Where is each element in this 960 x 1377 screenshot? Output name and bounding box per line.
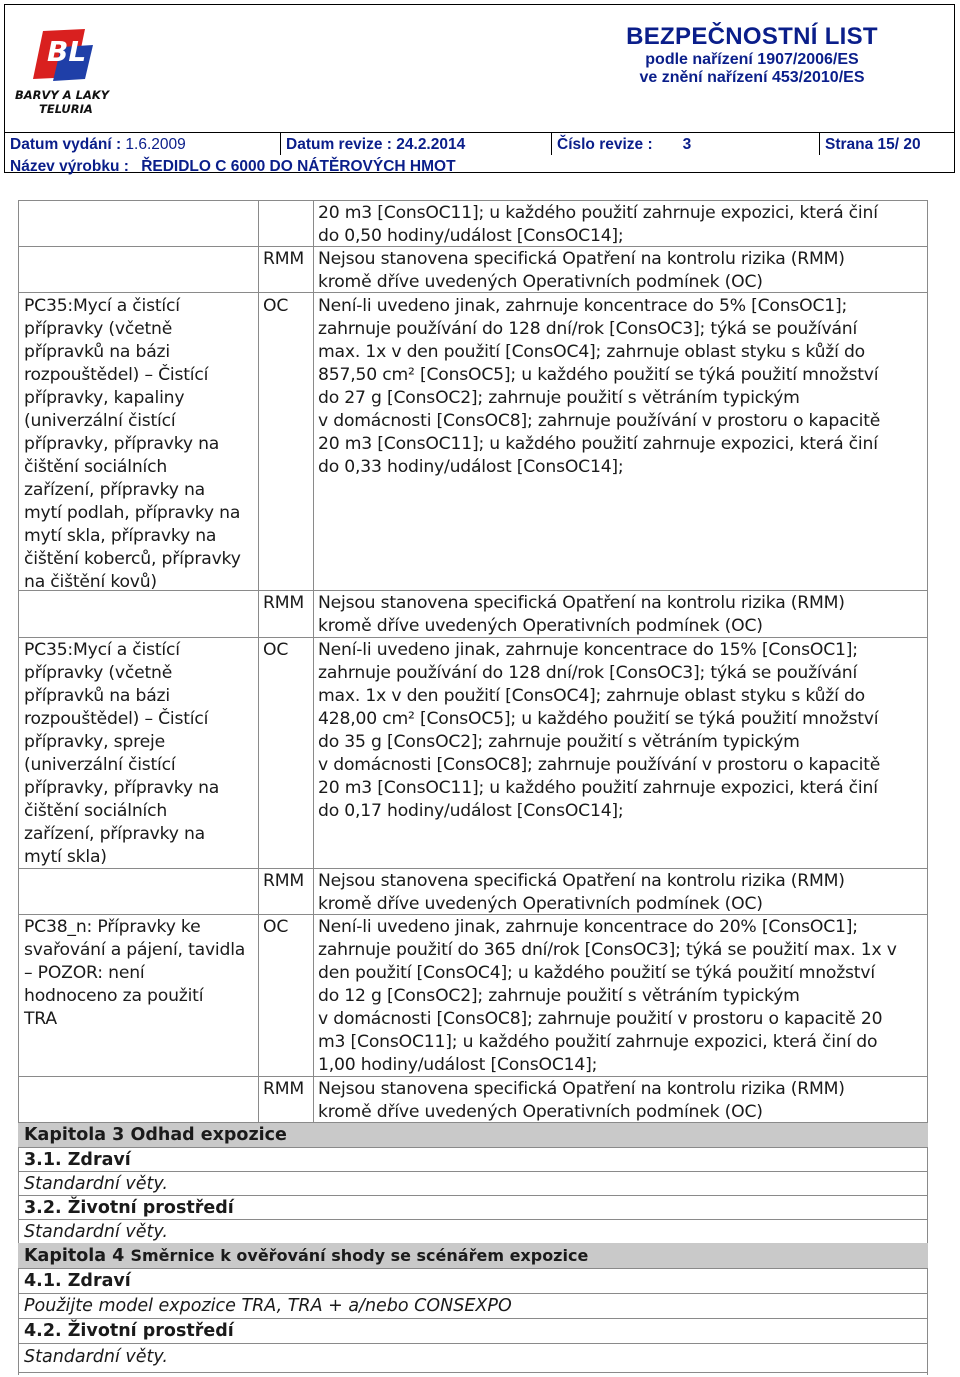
row2-code: OC (263, 296, 289, 316)
row6-category: PC38_n: Přípravky ke svařování a pájení, tavidla – POZOR: není hodnoceno za použití TRA (24, 917, 246, 1029)
issue-date: Datum vydání : 1.6.2009 (10, 136, 186, 153)
page-number: Strana 15/ 20 (819, 133, 954, 155)
title-block (602, 23, 902, 87)
chapter3-title: Kapitola 3 Odhad expozice (24, 1125, 287, 1145)
row7-text: Nejsou stanovena specifická Opatření na kontrolu rizika (RMM) kromě dříve uvedených Operativních podmínek (OC) (318, 1079, 845, 1122)
section-4-1-heading: 4.1. Zdraví (24, 1271, 131, 1291)
company-logo (13, 27, 123, 119)
svg-text:BARVY A LAKY: BARVY A LAKY (15, 88, 110, 102)
product-name-row: Název výrobku : ŘEDIDLO C 6000 DO NÁTĚROVÝCH HMOT (10, 158, 456, 175)
document-header (4, 4, 955, 173)
row4-code: OC (263, 640, 289, 660)
row2-text: Není-li uvedeno jinak, zahrnuje koncentrace do 5% [ConsOC1]; zahrnuje používání do 128 dní/rok [ConsOC3]; týká se používání max. 1x v den použití [ConsOC4]; zahrnuje oblast styku s kůží do 857,50 cm² [ConsOC5]; u každého použití se týká použití množství do 27 g [ConsOC2]; zahrnuje použití s větráním typickým v domácnosti [ConsOC8]; zahrnuje používání v prostoru o kapacitě 20 m3 [ConsOC11]; u každého použití zahrnuje expozici, která činí do 0,33 hodiny/událost [ConsOC14]; (318, 296, 881, 477)
document-title: BEZPEČNOSTNÍ LIST (626, 23, 878, 50)
section-3-2-heading: 3.2. Životní prostředí (24, 1198, 234, 1218)
row5-code: RMM (263, 871, 305, 891)
regulation-line: podle nařízení 1907/2006/ES (645, 51, 859, 68)
section-4-1-text: Použijte model expozice TRA, TRA + a/nebo CONSEXPO (24, 1296, 512, 1316)
section-3-1-text: Standardní věty. (24, 1174, 168, 1194)
section-4-2-heading: 4.2. Životní prostředí (24, 1321, 234, 1341)
exposure-scenario-table (18, 200, 928, 1375)
revision-row (5, 132, 954, 155)
row2-category: PC35:Mycí a čistící přípravky (včetně přípravků na bázi rozpouštědel) – Čistící přípravky, kapaliny (univerzální čistící přípravky, přípravky na čištění sociálních zařízení, přípravky na mytí podlah, přípravky na mytí skla, přípravky na čištění koberců, přípravky na čištění kovů) (24, 296, 241, 592)
row3-text: Nejsou stanovena specifická Opatření na kontrolu rizika (RMM) kromě dříve uvedených Operativních podmínek (OC) (318, 593, 845, 636)
row0-text: 20 m3 [ConsOC11]; u každého použití zahrnuje expozici, která činí do 0,50 hodiny/událost [ConsOC14]; (318, 203, 878, 246)
row3-code: RMM (263, 593, 305, 613)
chapter4-title: Kapitola 4 Směrnice k ověřování shody se scénářem expozice (24, 1246, 589, 1266)
svg-text:BL: BL (47, 35, 87, 68)
svg-text:TELURIA: TELURIA (39, 102, 93, 116)
section-3-1-heading: 3.1. Zdraví (24, 1150, 131, 1170)
row4-text: Není-li uvedeno jinak, zahrnuje koncentrace do 15% [ConsOC1]; zahrnuje používání do 128 dní/rok [ConsOC3]; týká se používání max. 1x v den použití [ConsOC4]; zahrnuje oblast styku s kůží do 428,00 cm² [ConsOC5]; u každého použití se týká použití množství do 35 g [ConsOC2]; zahrnuje použití s větráním typickým v domácnosti [ConsOC8]; zahrnuje používání v prostoru o kapacitě 20 m3 [ConsOC11]; u každého použití zahrnuje expozici, která činí do 0,17 hodiny/událost [ConsOC14]; (318, 640, 881, 821)
revision-date: Datum revize : 24.2.2014 (280, 133, 551, 155)
row1-text: Nejsou stanovena specifická Opatření na kontrolu rizika (RMM) kromě dříve uvedených Operativních podmínek (OC) (318, 249, 845, 292)
row6-text: Není-li uvedeno jinak, zahrnuje koncentrace do 20% [ConsOC1]; zahrnuje použití do 365 dní/rok [ConsOC3]; týká se použití max. 1x v den použití [ConsOC4]; u každého použití se týká použití množství do 12 g [ConsOC2]; zahrnuje použití s větráním typickým v domácnosti [ConsOC8]; zahrnuje použití v prostoru o kapacitě 20 m3 [ConsOC11]; u každého použití zahrnuje expozici, která činí do 1,00 hodiny/událost [ConsOC14]; (318, 917, 897, 1075)
row1-code: RMM (263, 249, 305, 269)
section-4-2-text: Standardní věty. (24, 1347, 168, 1367)
section-3-2-text: Standardní věty. (24, 1222, 168, 1242)
amendment-line: ve znění nařízení 453/2010/ES (639, 69, 865, 86)
row6-code: OC (263, 917, 289, 937)
revision-number: Číslo revize : 3 (551, 133, 819, 155)
row4-category: PC35:Mycí a čistící přípravky (včetně přípravků na bázi rozpouštědel) – Čistící přípravky, spreje (univerzální čistící přípravky, přípravky na čištění sociálních zařízení, přípravky na mytí skla) (24, 640, 220, 867)
row7-code: RMM (263, 1079, 305, 1099)
row5-text: Nejsou stanovena specifická Opatření na kontrolu rizika (RMM) kromě dříve uvedených Operativních podmínek (OC) (318, 871, 845, 914)
